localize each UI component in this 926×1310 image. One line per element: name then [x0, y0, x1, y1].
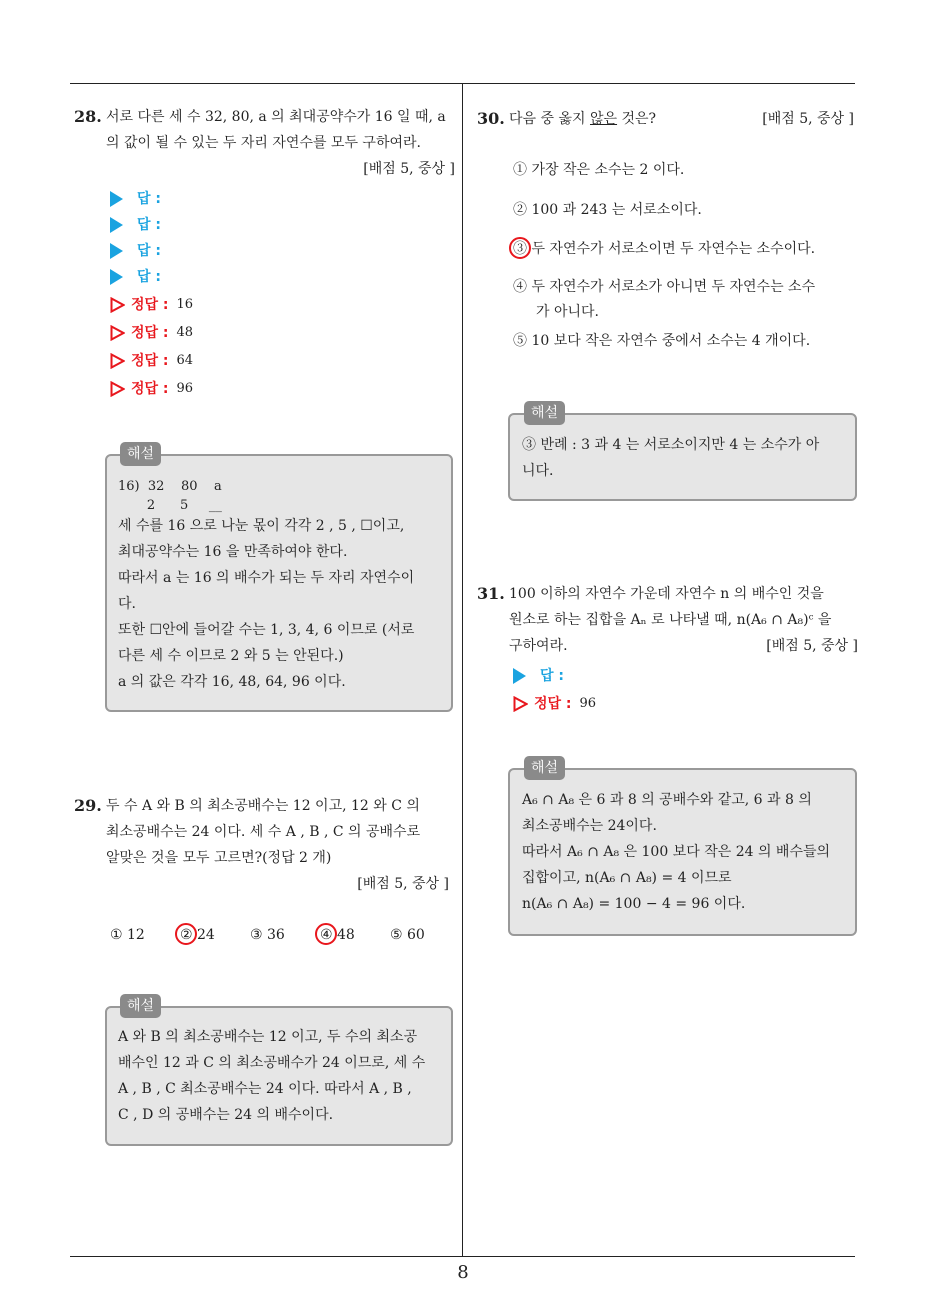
answer-label: 답 : — [540, 668, 564, 684]
q30-score: [배점 5, 중상 ] — [762, 111, 854, 127]
q31-explain-line-4: 집합이고, n(A₆ ∩ A₈) = 4 이므로 — [522, 870, 732, 886]
q30-question — [509, 106, 656, 132]
q30-explain-line-2: 니다. — [522, 463, 554, 479]
bottom-rule — [70, 1256, 855, 1257]
q30-explain-line-1: ③ 반례 : 3 과 4 는 서로소이지만 4 는 소수가 아 — [522, 437, 820, 453]
q30-text-before: 다음 중 옳지 — [509, 111, 590, 127]
q30-option-4[interactable]: ④ 두 자연수가 서로소가 아니면 두 자연수는 소수 — [513, 279, 816, 295]
correct-label: 정답 : — [131, 325, 169, 341]
q28-number: 28. — [74, 107, 102, 126]
answer-label: 답 : — [137, 217, 161, 233]
q31-answer-row — [513, 663, 564, 689]
q28-answer-row-1 — [110, 186, 161, 212]
q29-explain-line-4: C , D 의 공배수는 24 의 배수이다. — [118, 1107, 334, 1123]
correct-value: 96 — [579, 696, 597, 711]
q28-explain-line-7: a 의 값은 각각 16, 48, 64, 96 이다. — [118, 674, 346, 690]
correct-value: 96 — [176, 381, 194, 396]
answer-label: 답 : — [137, 269, 161, 285]
correct-label: 정답 : — [534, 696, 572, 712]
q28-explanation-tag: 해설 — [120, 442, 161, 466]
outline-triangle-icon — [110, 325, 125, 341]
column-divider — [462, 83, 463, 1256]
q29-number: 29. — [74, 796, 102, 815]
selected-circle-icon — [315, 923, 337, 945]
q28-answer-row-2 — [110, 212, 161, 238]
q29-option-3[interactable]: ③ 36 — [250, 927, 285, 943]
answer-label: 답 : — [137, 191, 161, 207]
q31-line1: 100 이하의 자연수 가운데 자연수 n 의 배수인 것을 — [509, 586, 824, 602]
page-number: 8 — [457, 1262, 469, 1283]
q28-answer-row-3 — [110, 238, 161, 264]
q30-text-after: 것은? — [617, 111, 657, 127]
q28-answer-row-4 — [110, 264, 161, 290]
play-icon — [110, 217, 123, 233]
q31-correct-row — [513, 691, 596, 717]
q30-option-5[interactable]: ⑤ 10 보다 작은 자연수 중에서 소수는 4 개이다. — [513, 333, 811, 349]
q29-line2: 최소공배수는 24 이다. 세 수 A , B , C 의 공배수로 — [106, 824, 421, 840]
q31-score: [배점 5, 중상 ] — [766, 638, 858, 654]
q30-option-1[interactable]: ① 가장 작은 소수는 2 이다. — [513, 162, 685, 178]
q29-explain-line-3: A , B , C 최소공배수는 24 이다. 따라서 A , B , — [118, 1081, 412, 1097]
q31-explain-line-2: 최소공배수는 24이다. — [522, 818, 657, 834]
q28-score: [배점 5, 중상 ] — [363, 161, 455, 177]
q29-option-5[interactable]: ⑤ 60 — [390, 927, 425, 943]
q28-correct-row-4 — [110, 376, 193, 402]
play-icon — [110, 191, 123, 207]
q28-explain-line-3: 따라서 a 는 16 의 배수가 되는 두 자리 자연수이 — [118, 570, 415, 586]
q30-explanation-tag: 해설 — [524, 401, 565, 425]
q29-score: [배점 5, 중상 ] — [357, 876, 449, 892]
q29-explain-line-2: 배수인 12 과 C 의 최소공배수가 24 이므로, 세 수 — [118, 1055, 426, 1071]
correct-value: 16 — [176, 297, 194, 312]
outline-triangle-icon — [110, 353, 125, 369]
q28-correct-row-3 — [110, 348, 193, 374]
q29-explain-line-1: A 와 B 의 최소공배수는 12 이고, 두 수의 최소공 — [118, 1029, 418, 1045]
q29-option-1[interactable]: ① 12 — [110, 927, 145, 943]
q29-line3: 알맞은 것을 모두 고르면?(정답 2 개) — [106, 850, 332, 866]
q31-line3: 구하여라. — [509, 638, 568, 654]
q28-explain-line-6: 다른 세 수 이므로 2 와 5 는 안된다.) — [118, 648, 344, 664]
q28-line2: 의 값이 될 수 있는 두 자리 자연수를 모두 구하여라. — [106, 135, 421, 151]
correct-label: 정답 : — [131, 381, 169, 397]
selected-circle-icon — [175, 923, 197, 945]
q28-explain-line-4: 다. — [118, 596, 136, 612]
q28-correct-row-2 — [110, 320, 193, 346]
q29-option-4[interactable]: ④ 48 — [320, 927, 355, 943]
selected-circle-icon — [509, 237, 531, 259]
q30-option-4-cont: 가 아니다. — [536, 304, 599, 320]
q30-option-3[interactable]: ③ 두 자연수가 서로소이면 두 자연수는 소수이다. — [513, 241, 816, 257]
q31-line2: 원소로 하는 집합을 Aₙ 로 나타낼 때, n(A₆ ∩ A₈)ᶜ 을 — [509, 612, 832, 628]
q28-explain-line-1: 세 수를 16 으로 나눈 몫이 각각 2 , 5 , ☐이고, — [118, 518, 405, 534]
q28-explain-line-5: 또한 ☐안에 들어갈 수는 1, 3, 4, 6 이므로 (서로 — [118, 622, 415, 638]
q31-number: 31. — [477, 584, 505, 603]
q28-line1: 서로 다른 세 수 32, 80, a 의 최대공약수가 16 일 때, a — [106, 109, 446, 125]
q30-number: 30. — [477, 109, 505, 128]
q29-line1: 두 수 A 와 B 의 최소공배수는 12 이고, 12 와 C 의 — [106, 798, 420, 814]
q31-explain-line-5: n(A₆ ∩ A₈) = 100 − 4 = 96 이다. — [522, 896, 746, 912]
q31-explain-line-3: 따라서 A₆ ∩ A₈ 은 100 보다 작은 24 의 배수들의 — [522, 844, 831, 860]
q29-explanation-tag: 해설 — [120, 994, 161, 1018]
correct-label: 정답 : — [131, 353, 169, 369]
outline-triangle-icon — [110, 297, 125, 313]
play-icon — [110, 243, 123, 259]
q28-explain-line-2: 최대공약수는 16 을 만족하여야 한다. — [118, 544, 348, 560]
q28-division-header: 16) 32 80 a — [118, 479, 222, 494]
play-icon — [513, 668, 526, 684]
correct-value: 64 — [176, 353, 194, 368]
outline-triangle-icon — [110, 381, 125, 397]
correct-label: 정답 : — [131, 297, 169, 313]
answer-label: 답 : — [137, 243, 161, 259]
correct-value: 48 — [176, 325, 194, 340]
q30-text-underlined: 않은 — [589, 111, 618, 127]
q31-explanation-tag: 해설 — [524, 756, 565, 780]
q31-explain-line-1: A₆ ∩ A₈ 은 6 과 8 의 공배수와 같고, 6 과 8 의 — [522, 792, 812, 808]
play-icon — [110, 269, 123, 285]
outline-triangle-icon — [513, 696, 528, 712]
q28-division-quotients: 2 5 __ — [118, 498, 222, 513]
q30-option-2[interactable]: ② 100 과 243 는 서로소이다. — [513, 202, 702, 218]
q29-option-2[interactable]: ② 24 — [180, 927, 215, 943]
q28-correct-row-1 — [110, 292, 193, 318]
